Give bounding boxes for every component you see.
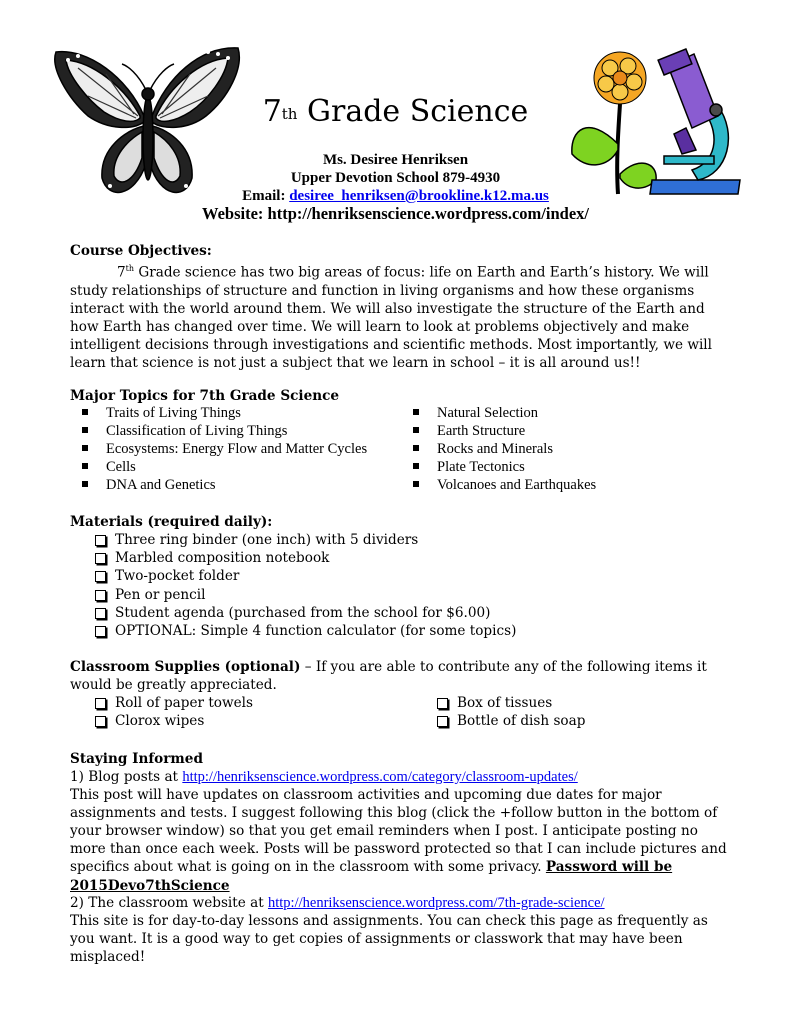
list-item: Volcanoes and Earthquakes — [411, 476, 731, 494]
list-item: DNA and Genetics — [80, 476, 400, 494]
informed-heading: Staying Informed — [70, 751, 203, 767]
checkbox-icon — [437, 716, 448, 727]
list-item: Bottle of dish soap — [437, 712, 737, 730]
topics-list-left — [80, 404, 400, 494]
bullet-icon — [413, 427, 419, 433]
list-item: Marbled composition notebook — [95, 549, 735, 567]
bullet-icon — [413, 463, 419, 469]
email-line: Email: desiree_henriksen@brookline.k12.ma.us — [242, 188, 549, 204]
list-item: Box of tissues — [437, 694, 737, 712]
checkbox-icon — [95, 535, 106, 546]
list-item: Rocks and Minerals — [411, 440, 731, 458]
supplies-list-left — [95, 694, 415, 730]
list-item: Clorox wipes — [95, 712, 415, 730]
objectives-paragraph: 7th Grade science has two big areas of focus: life on Earth and Earth’s history. We will study relationships of structure and function in living organisms and how these organisms interact with the world around them. We will also investigate the structure of the Earth and how Earth has changed over time. We will learn to look at problems objectively and make intelligent decisions through investigations and scientific methods. Most importantly, we will learn that science is not just a subject that we learn in school – it is all around us!! — [70, 264, 713, 371]
website-line: Website: http://henriksenscience.wordpress.com/index/ — [202, 204, 589, 223]
supplies-heading: Classroom Supplies (optional) — [70, 659, 301, 675]
blog-link[interactable]: http://henriksenscience.wordpress.com/category/classroom-updates/ — [182, 769, 578, 785]
supplies-list-right — [437, 694, 737, 730]
list-item: Ecosystems: Energy Flow and Matter Cycles — [80, 440, 400, 458]
topics-list-right — [411, 404, 731, 494]
teacher-name: Ms. Desiree Henriksen — [322, 152, 469, 168]
website-paragraph: 2) The classroom website at http://henriksenscience.wordpress.com/7th-grade-science/ This site is for day-to-day lessons and assignments. You can check this page as frequently as you want. It is a good way to get copies of assignments or classwork that may have been misplaced! — [70, 895, 708, 966]
list-item: Roll of paper towels — [95, 694, 415, 712]
classroom-website-link[interactable]: http://henriksenscience.wordpress.com/7th-grade-science/ — [267, 895, 605, 911]
school-info: Upper Devotion School 879-4930 — [290, 170, 501, 186]
topics-heading: Major Topics for 7th Grade Science — [70, 388, 340, 404]
list-item: Classification of Living Things — [80, 422, 400, 440]
materials-list — [95, 531, 735, 640]
list-item: Two-pocket folder — [95, 567, 735, 585]
bullet-icon — [82, 445, 88, 451]
page-title: 7th Grade Science — [262, 94, 529, 129]
materials-heading: Materials (required daily): — [70, 514, 273, 530]
list-item: Traits of Living Things — [80, 404, 400, 422]
bullet-icon — [82, 409, 88, 415]
objectives-heading: Course Objectives: — [70, 243, 212, 259]
list-item: OPTIONAL: Simple 4 function calculator (for some topics) — [95, 622, 735, 640]
checkbox-icon — [95, 590, 106, 601]
list-item: Plate Tectonics — [411, 458, 731, 476]
list-item: Earth Structure — [411, 422, 731, 440]
bullet-icon — [82, 427, 88, 433]
bullet-icon — [82, 463, 88, 469]
bullet-icon — [413, 445, 419, 451]
supplies-paragraph: Classroom Supplies (optional) – If you are able to contribute any of the following items it would be greatly appreciated. — [70, 659, 707, 694]
password-text: Password will be 2015Devo7thScience — [70, 859, 673, 894]
checkbox-icon — [95, 716, 106, 727]
checkbox-icon — [437, 698, 448, 709]
checkbox-icon — [95, 608, 106, 619]
bullet-icon — [413, 481, 419, 487]
bullet-icon — [413, 409, 419, 415]
list-item: Cells — [80, 458, 400, 476]
list-item: Natural Selection — [411, 404, 731, 422]
checkbox-icon — [95, 553, 106, 564]
blog-paragraph: 1) Blog posts at http://henriksenscience.wordpress.com/category/classroom-updates/ This post will have updates on classroom activities and upcoming due dates for major assignments and tests. I suggest following this blog (click the +follow button in the bottom of your browser window) so that you get email reminders when I post. I anticipate posting no more than once each week. Posts will be password protected so that I can include pictures and specifics about what is going on in the classroom with some privacy. Password will be 2015Devo7thScience — [70, 769, 727, 894]
list-item: Pen or pencil — [95, 586, 735, 604]
checkbox-icon — [95, 626, 106, 637]
email-link[interactable]: desiree_henriksen@brookline.k12.ma.us — [289, 188, 549, 204]
bullet-icon — [82, 481, 88, 487]
checkbox-icon — [95, 571, 106, 582]
checkbox-icon — [95, 698, 106, 709]
list-item: Three ring binder (one inch) with 5 dividers — [95, 531, 735, 549]
list-item: Student agenda (purchased from the school for $6.00) — [95, 604, 735, 622]
